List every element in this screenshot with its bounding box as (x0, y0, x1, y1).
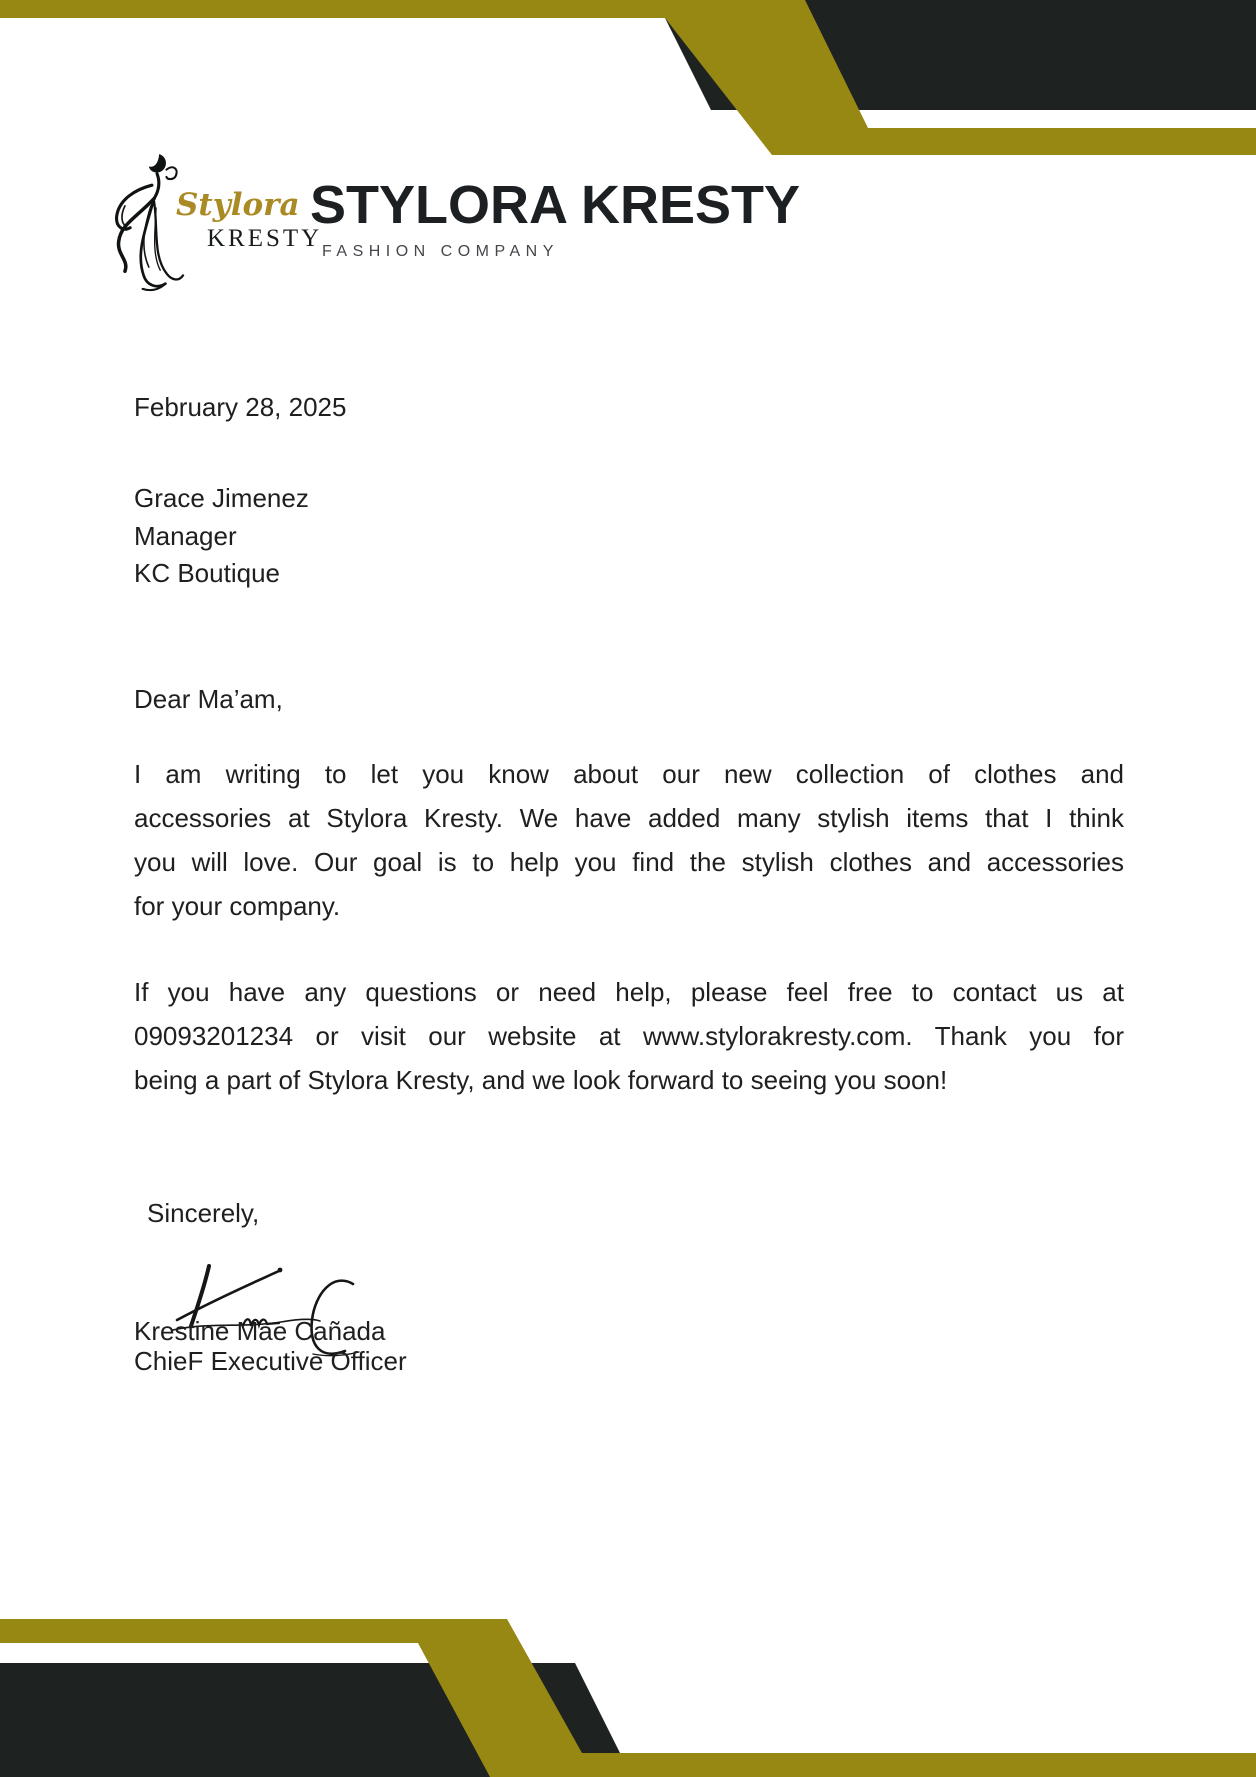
signer-block (134, 1316, 407, 1376)
recipient-name: Grace Jimenez (134, 483, 309, 513)
salutation: Dear Ma’am, (134, 684, 283, 714)
paragraph-line: I am writing to let you know about our new collection of clothes and (134, 759, 1124, 789)
logo-script-text: Stylora (176, 187, 300, 223)
paragraph-1 (134, 752, 1124, 928)
recipient-title: Manager (134, 520, 237, 551)
signer-name: Krestine Mae Cañada (134, 1316, 386, 1346)
company-name: STYLORA KRESTY (310, 175, 801, 235)
paragraph-line: accessories at Stylora Kresty. We have added many stylish items that I think (134, 803, 1124, 833)
recipient-block (134, 480, 309, 593)
paragraph-line: you will love. Our goal is to help you find the stylish clothes and accessories (134, 847, 1124, 877)
paragraph-line: for your company. (134, 891, 341, 921)
signer-title: ChieF Executive Officer (134, 1346, 407, 1376)
letter-date: February 28, 2025 (134, 392, 347, 422)
closing-word: Sincerely, (147, 1198, 260, 1228)
paragraph-2 (134, 970, 1124, 1102)
bottom-decoration (0, 1600, 1256, 1777)
paragraph-line: 09093201234 or visit our website at www.stylorakresty.com. Thank you for (134, 1021, 1124, 1051)
company-tagline: FASHION COMPANY (322, 243, 559, 260)
recipient-company: KC Boutique (134, 558, 280, 588)
paragraph-line: being a part of Stylora Kresty, and we look forward to seeing you soon! (134, 1065, 948, 1095)
paragraph-line: If you have any questions or need help, please feel free to contact us at (134, 977, 1124, 1007)
top-decoration (0, 0, 1256, 160)
logo-serif-text: KRESTY (207, 225, 323, 252)
